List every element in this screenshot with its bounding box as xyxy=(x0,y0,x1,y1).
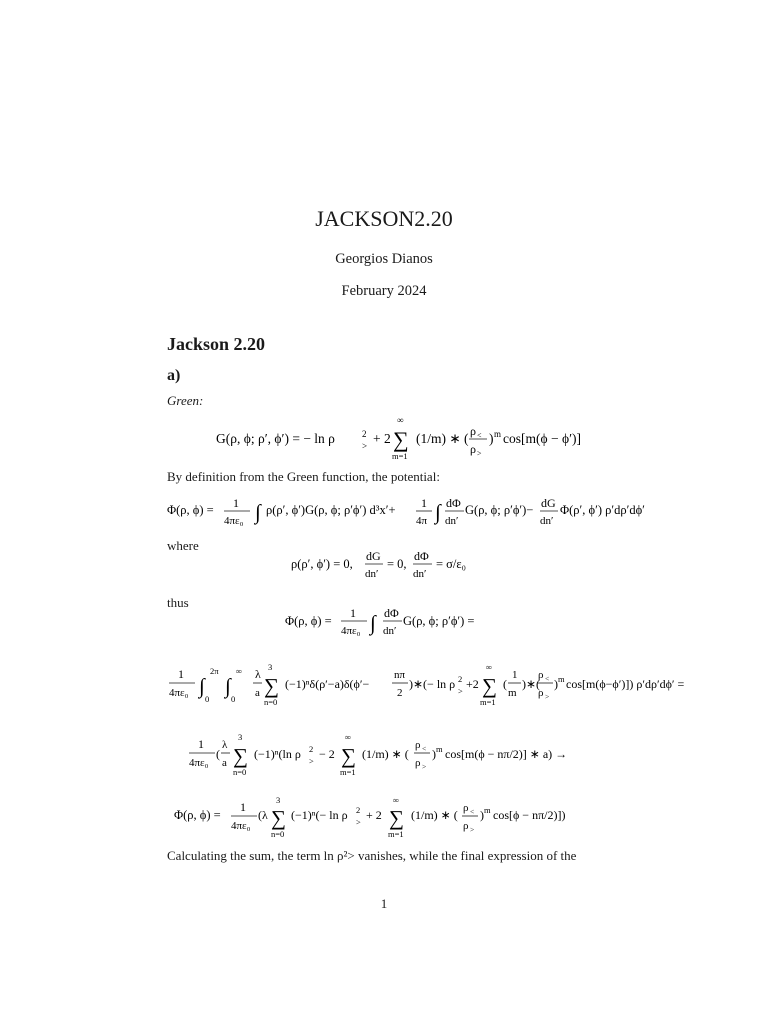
svg-text:0: 0 xyxy=(205,694,210,704)
equation-thus xyxy=(0,600,768,642)
svg-text:1: 1 xyxy=(421,496,427,510)
svg-text:cos[m(ϕ − ϕ′)]: cos[m(ϕ − ϕ′)] xyxy=(503,431,582,446)
svg-text:ρ: ρ xyxy=(470,442,476,456)
svg-text:G(ρ, ϕ; ρ′ϕ′) =: G(ρ, ϕ; ρ′ϕ′) = xyxy=(403,614,475,628)
svg-text:m=1: m=1 xyxy=(388,829,404,839)
equation-green-function xyxy=(0,413,768,463)
svg-text:4πε₀: 4πε₀ xyxy=(231,820,251,832)
svg-text:G(ρ, ϕ; ρ′ϕ′)−: G(ρ, ϕ; ρ′ϕ′)− xyxy=(465,503,534,517)
svg-text:(: ( xyxy=(503,677,507,691)
svg-text:dn′: dn′ xyxy=(540,515,554,527)
svg-text:4πε₀: 4πε₀ xyxy=(341,625,361,637)
svg-text:dG: dG xyxy=(366,549,381,563)
svg-text:<: < xyxy=(545,674,550,683)
svg-text:0: 0 xyxy=(231,694,236,704)
svg-text:1: 1 xyxy=(350,606,356,620)
svg-text:2: 2 xyxy=(458,674,463,684)
svg-text:m=1: m=1 xyxy=(340,767,356,776)
document-date: February 2024 xyxy=(341,283,427,299)
svg-text:ρ: ρ xyxy=(415,757,421,769)
svg-text:∞: ∞ xyxy=(345,732,352,742)
svg-text:a: a xyxy=(222,757,227,769)
svg-text:cos[m(ϕ−ϕ′)]) ρ′dρ′dϕ′ =: cos[m(ϕ−ϕ′)]) ρ′dρ′dϕ′ = xyxy=(566,677,685,691)
svg-text:dG: dG xyxy=(541,496,556,510)
definition-text: By definition from the Green function, the potential: xyxy=(167,469,440,484)
svg-text:<: < xyxy=(470,807,475,816)
svg-text:a: a xyxy=(255,687,260,699)
svg-text:m: m xyxy=(436,744,443,754)
equation-where-conditions xyxy=(0,543,768,585)
svg-text:ρ: ρ xyxy=(463,820,469,832)
svg-text:2: 2 xyxy=(362,429,367,439)
svg-text:cos[m(ϕ − nπ/2)] ∗ a) →: cos[m(ϕ − nπ/2)] ∗ a) → xyxy=(445,747,568,761)
svg-text:λ: λ xyxy=(255,667,261,681)
svg-text:∑: ∑ xyxy=(341,744,356,768)
svg-text:): ) xyxy=(480,808,484,822)
svg-text:(−1)ⁿ(− ln ρ: (−1)ⁿ(− ln ρ xyxy=(291,808,348,822)
svg-text:∞: ∞ xyxy=(236,666,243,676)
svg-text:+ 2: + 2 xyxy=(366,808,382,822)
svg-text:3: 3 xyxy=(238,732,243,742)
svg-text:∑: ∑ xyxy=(264,674,279,698)
page-number: 1 xyxy=(380,896,388,911)
svg-text:2π: 2π xyxy=(210,666,219,676)
svg-text:nπ: nπ xyxy=(394,669,406,681)
svg-text:(: ( xyxy=(216,747,220,761)
svg-text:1: 1 xyxy=(198,737,204,751)
svg-text:4π: 4π xyxy=(416,515,428,527)
svg-text:(−1)ⁿ(ln ρ: (−1)ⁿ(ln ρ xyxy=(254,747,301,761)
svg-text:1: 1 xyxy=(512,669,518,681)
svg-text:m: m xyxy=(508,687,517,699)
svg-text:m=1: m=1 xyxy=(392,451,408,461)
svg-text:(−1)ⁿδ(ρ′−a)δ(ϕ′−: (−1)ⁿδ(ρ′−a)δ(ϕ′− xyxy=(285,677,370,691)
svg-text:>: > xyxy=(545,692,550,701)
svg-text:+2: +2 xyxy=(466,677,479,691)
svg-text:(1/m) ∗ (: (1/m) ∗ ( xyxy=(411,808,458,822)
svg-text:Φ(ρ′, ϕ′) ρ′dρ′dϕ′: Φ(ρ′, ϕ′) ρ′dρ′dϕ′ xyxy=(560,503,645,517)
svg-text:λ: λ xyxy=(222,739,228,751)
svg-text:∫: ∫ xyxy=(370,611,376,635)
svg-text:dΦ: dΦ xyxy=(414,549,429,563)
svg-text:(1/m) ∗ (: (1/m) ∗ ( xyxy=(362,747,409,761)
svg-text:ρ: ρ xyxy=(415,739,421,751)
svg-text:m=1: m=1 xyxy=(480,697,496,707)
where-text: where xyxy=(167,538,199,553)
subsection-heading: a) xyxy=(167,367,181,384)
author-name: Georgios Dianos xyxy=(335,251,433,267)
svg-text:+ 2: + 2 xyxy=(373,431,391,446)
svg-text:∞: ∞ xyxy=(393,795,400,805)
svg-text:∑: ∑ xyxy=(271,806,286,830)
svg-text:ρ(ρ′, ϕ′) = 0,: ρ(ρ′, ϕ′) = 0, xyxy=(291,557,353,571)
svg-text:ρ(ρ′, ϕ′)G(ρ, ϕ; ρ′ϕ′) d³x′+: ρ(ρ′, ϕ′)G(ρ, ϕ; ρ′ϕ′) d³x′+ xyxy=(266,503,396,517)
svg-text:1: 1 xyxy=(178,667,184,681)
svg-text:∫: ∫ xyxy=(255,500,261,524)
thus-text: thus xyxy=(167,595,189,610)
svg-text:4πε₀: 4πε₀ xyxy=(169,687,189,699)
svg-text:3: 3 xyxy=(268,662,273,672)
svg-text:− 2: − 2 xyxy=(319,747,335,761)
svg-text:dn′: dn′ xyxy=(445,515,459,527)
svg-text:∑: ∑ xyxy=(393,427,409,452)
calculation-text: Calculating the sum, the term ln ρ²> vanishes, while the final expression of the xyxy=(167,848,577,863)
svg-text:<: < xyxy=(477,431,482,440)
svg-text:n=0: n=0 xyxy=(271,829,285,839)
section-heading: Jackson 2.20 xyxy=(167,334,266,354)
svg-text:∫: ∫ xyxy=(435,500,441,524)
svg-text:<: < xyxy=(422,744,427,753)
svg-text:∫: ∫ xyxy=(199,674,205,698)
svg-text:>: > xyxy=(470,825,475,834)
equation-double-integral xyxy=(0,660,768,710)
svg-text:cos[ϕ − nπ/2)]): cos[ϕ − nπ/2)]) xyxy=(493,808,566,822)
svg-text:1: 1 xyxy=(233,496,239,510)
svg-text:4πε₀: 4πε₀ xyxy=(189,757,209,769)
svg-text:∑: ∑ xyxy=(482,674,497,698)
svg-text:): ) xyxy=(432,747,436,761)
svg-text:>: > xyxy=(362,441,368,451)
equation-potential-definition xyxy=(0,487,768,533)
svg-text:2: 2 xyxy=(397,687,403,699)
svg-text:ρ: ρ xyxy=(538,669,544,681)
svg-text:dΦ: dΦ xyxy=(384,606,399,620)
svg-text:4πε₀: 4πε₀ xyxy=(224,515,244,527)
svg-text:m: m xyxy=(484,805,491,815)
svg-text:>: > xyxy=(422,762,427,771)
svg-text:2: 2 xyxy=(356,805,361,815)
svg-text:∑: ∑ xyxy=(389,806,404,830)
svg-text:ρ: ρ xyxy=(538,687,544,699)
svg-text:ρ: ρ xyxy=(470,424,476,438)
svg-text:n=0: n=0 xyxy=(233,767,247,776)
svg-text:dn′: dn′ xyxy=(365,568,379,580)
svg-text:n=0: n=0 xyxy=(264,697,278,707)
document-title: JACKSON2.20 xyxy=(315,206,453,231)
svg-text:)∗(: )∗( xyxy=(522,677,541,691)
svg-text:m: m xyxy=(494,429,502,439)
svg-text:m: m xyxy=(558,674,565,684)
svg-text:): ) xyxy=(489,431,494,446)
svg-text:dΦ: dΦ xyxy=(446,496,461,510)
svg-text:>: > xyxy=(356,817,361,827)
svg-text:>: > xyxy=(309,756,314,766)
svg-text:dn′: dn′ xyxy=(383,625,397,637)
svg-text:= σ/ε₀: = σ/ε₀ xyxy=(436,557,466,571)
svg-text:Φ(ρ, ϕ) =: Φ(ρ, ϕ) = xyxy=(285,614,332,628)
svg-text:Φ(ρ, ϕ) =: Φ(ρ, ϕ) = xyxy=(167,503,214,517)
svg-text:∫: ∫ xyxy=(225,674,231,698)
svg-text:): ) xyxy=(554,677,558,691)
svg-text:2: 2 xyxy=(309,744,314,754)
svg-text:ρ: ρ xyxy=(463,802,469,814)
equation-result xyxy=(0,795,768,841)
svg-text:dn′: dn′ xyxy=(413,568,427,580)
svg-text:)∗(− ln ρ: )∗(− ln ρ xyxy=(409,677,456,691)
svg-text:= 0,: = 0, xyxy=(387,557,407,571)
svg-text:(λ: (λ xyxy=(258,808,268,822)
svg-text:Φ(ρ, ϕ) =: Φ(ρ, ϕ) = xyxy=(174,808,221,822)
svg-text:1: 1 xyxy=(240,800,246,814)
svg-text:∞: ∞ xyxy=(486,662,493,672)
svg-text:∞: ∞ xyxy=(397,415,404,425)
svg-text:>: > xyxy=(458,686,463,696)
svg-text:∑: ∑ xyxy=(233,744,248,768)
svg-text:>: > xyxy=(477,449,482,458)
svg-text:(1/m) ∗ (: (1/m) ∗ ( xyxy=(416,431,469,446)
svg-text:3: 3 xyxy=(276,795,281,805)
equation-sum-n xyxy=(0,730,768,776)
green-label: Green: xyxy=(167,393,204,408)
green-eq-lhs: G(ρ, ϕ; ρ′, ϕ′) = − ln ρ xyxy=(216,431,335,446)
